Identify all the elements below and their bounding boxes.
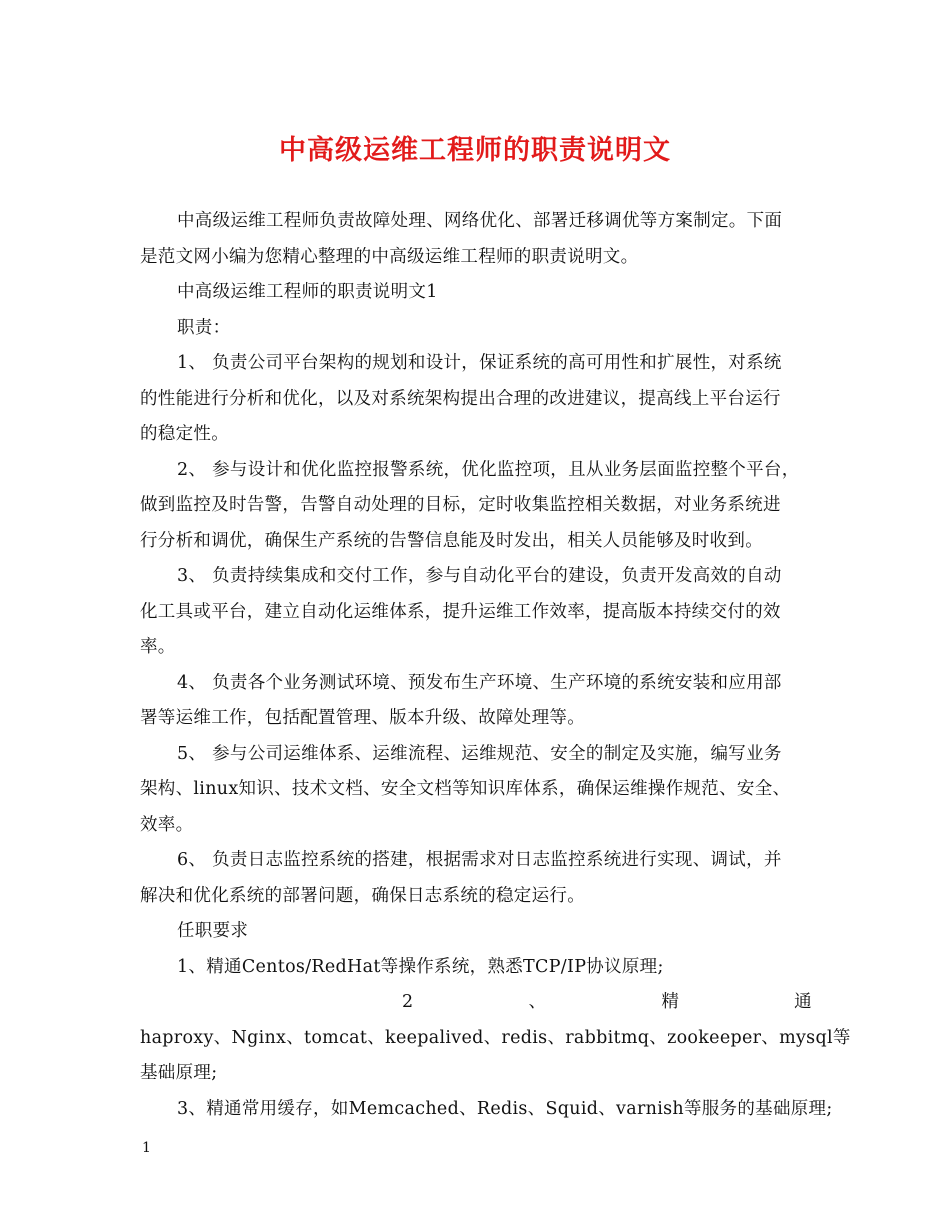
text-line: 职责： — [177, 317, 231, 338]
text-line: 3、精通常用缓存，如Memcached、Redis、Squid、varnish等服务的基础原理; — [177, 1098, 833, 1119]
text-line: 做到监控及时告警，告警自动处理的目标，定时收集监控相关数据，对业务系统进 — [140, 495, 781, 515]
text-line: 的性能进行分析和优化，以及对系统架构提出合理的改进建议，提高线上平台运行 — [140, 388, 781, 409]
text-line: 2、 参与设计和优化监控报警系统，优化监控项，且从业务层面监控整个平台， — [177, 459, 800, 480]
text-line: 5、 参与公司运维体系、运维流程、运维规范、安全的制定及实施，编写业务 — [177, 743, 782, 764]
paragraph-block — [140, 1021, 851, 1128]
text-line: 署等运维工作，包括配置管理、版本升级、故障处理等。 — [140, 708, 585, 728]
text-line: 中高级运维工程师负责故障处理、网络优化、部署迁移调优等方案制定。下面 — [177, 211, 783, 231]
text-line: 1、 负责公司平台架构的规划和设计，保证系统的高可用性和扩展性，对系统 — [177, 353, 782, 373]
text-line: 解决和优化系统的部署问题，确保日志系统的稳定运行。 — [140, 885, 585, 906]
spread-char: 2 — [402, 992, 414, 1012]
spread-line — [140, 985, 812, 1021]
text-line: 任职要求 — [177, 921, 249, 941]
text-line: 化工具或平台，建立自动化运维体系，提升运维工作效率，提高版本持续交付的效 — [140, 601, 781, 622]
text-line: 是范文网小编为您精心整理的中高级运维工程师的职责说明文。 — [140, 246, 639, 267]
page-number: 1 — [142, 1140, 151, 1156]
text-line: 行分析和调优，确保生产系统的告警信息能及时发出，相关人员能够及时收到。 — [140, 530, 763, 551]
spread-char: 精 — [661, 992, 680, 1012]
text-line: haproxy、Nginx、tomcat、keepalived、redis、rabbitmq、zookeeper、mysql等 — [140, 1027, 851, 1048]
text-line: 中高级运维工程师的职责说明文1 — [177, 282, 438, 302]
text-line: 6、 负责日志监控系统的搭建，根据需求对日志监控系统进行实现、调试，并 — [177, 850, 782, 870]
text-line: 4、 负责各个业务测试环境、预发布生产环境、生产环境的系统安装和应用部 — [177, 672, 782, 693]
text-line: 1、精通Centos/RedHat等操作系统，熟悉TCP/IP协议原理; — [177, 956, 664, 977]
spread-char: 、 — [528, 992, 547, 1012]
spread-char: 通 — [794, 992, 812, 1012]
document-body — [140, 204, 851, 1127]
text-line: 基础原理; — [140, 1063, 218, 1083]
document-title: 中高级运维工程师的职责说明文 — [279, 135, 671, 166]
paragraph-block — [140, 204, 812, 985]
text-line: 3、 负责持续集成和交付工作，参与自动化平台的建设，负责开发高效的自动 — [177, 566, 782, 586]
text-line: 的稳定性。 — [140, 424, 229, 444]
text-line: 率。 — [140, 637, 176, 657]
text-line: 效率。 — [140, 814, 194, 835]
text-line: 架构、linux知识、技术文档、安全文档等知识库体系，确保运维操作规范、安全、 — [140, 779, 791, 799]
